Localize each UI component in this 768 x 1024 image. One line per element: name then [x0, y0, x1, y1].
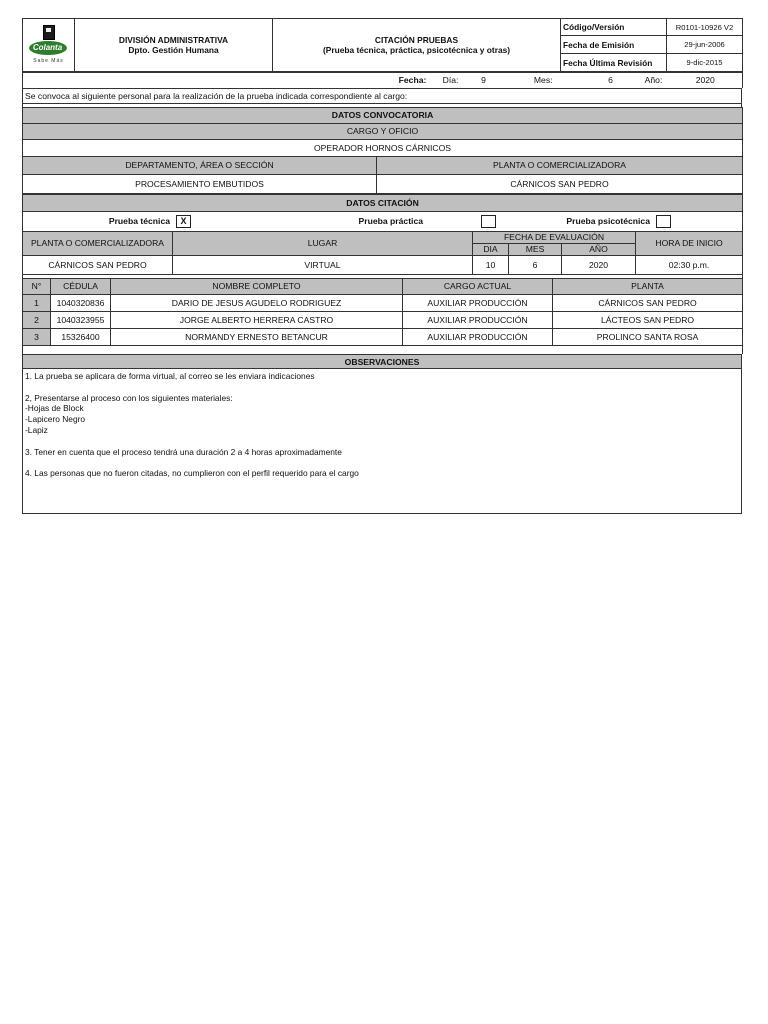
meta-value-revision: 9-dic-2015 — [667, 54, 743, 72]
row-number: 1 — [23, 294, 51, 311]
table-row — [23, 311, 743, 328]
row-cedula: 1040320836 — [51, 294, 111, 311]
eval-mes-value: 6 — [509, 255, 562, 274]
lugar-label: LUGAR — [173, 231, 473, 255]
citacion-planta-value: CÁRNICOS SAN PEDRO — [23, 255, 173, 274]
prueba-tecnica-label: Prueba técnica — [108, 215, 170, 226]
eval-dia-value: 10 — [473, 255, 509, 274]
meta-value-codigo: R0101-10926 V2 — [667, 19, 743, 36]
eval-ano-label: AÑO — [562, 243, 636, 255]
cargo-value: OPERADOR HORNOS CÁRNICOS — [23, 139, 743, 156]
document-subtitle: (Prueba técnica, práctica, psicotécnica y otras) — [322, 45, 511, 55]
logo-tagline: Sabe Más — [33, 58, 64, 64]
row-number: 2 — [23, 311, 51, 328]
personas-header-row — [23, 278, 743, 294]
meta-label-emision: Fecha de Emisión — [561, 36, 667, 54]
prueba-tecnica-checkbox[interactable]: X — [176, 215, 191, 228]
personas-table — [22, 275, 743, 355]
eval-ano-value: 2020 — [562, 255, 636, 274]
fecha-row — [22, 72, 743, 88]
prueba-tecnica-option — [23, 215, 191, 228]
col-header-nombre: NOMBRE COMPLETO — [111, 278, 403, 294]
fecha-ano-value: 2020 — [669, 73, 743, 88]
company-logo — [23, 19, 75, 72]
citacion-planta-label: PLANTA O COMERCIALIZADORA — [23, 231, 173, 255]
title-block — [273, 19, 561, 72]
depto-label: DEPARTAMENTO, ÁREA O SECCIÓN — [23, 156, 377, 174]
eval-mes-label: MES — [509, 243, 562, 255]
department-name: Dpto. Gestión Humana — [128, 45, 219, 55]
fecha-mes-value: 6 — [583, 73, 639, 88]
col-header-cargo: CARGO ACTUAL — [403, 278, 553, 294]
fecha-ano-label: Año: — [639, 73, 669, 88]
division-block — [75, 19, 273, 72]
section-title-convocatoria: DATOS CONVOCATORIA — [23, 107, 743, 123]
hora-inicio-value: 02:30 p.m. — [636, 255, 743, 274]
row-nombre: NORMANDY ERNESTO BETANCUR — [111, 328, 403, 345]
cargo-label: CARGO Y OFICIO — [23, 123, 743, 139]
fecha-dia-label: Día: — [433, 73, 469, 88]
row-cargo: AUXILIAR PRODUCCIÓN — [403, 294, 553, 311]
prueba-psicotecnica-checkbox[interactable] — [656, 215, 671, 228]
fecha-dia-value: 9 — [469, 73, 499, 88]
section-title-citacion: DATOS CITACIÓN — [23, 194, 743, 211]
citacion-section — [22, 194, 743, 275]
row-planta: PROLINCO SANTA ROSA — [553, 328, 743, 345]
form-header — [22, 18, 743, 72]
col-header-n: N° — [23, 278, 51, 294]
row-nombre: DARIO DE JESUS AGUDELO RODRIGUEZ — [111, 294, 403, 311]
prueba-psicotecnica-option — [483, 215, 671, 228]
convocatoria-section — [22, 107, 743, 194]
table-row — [23, 294, 743, 311]
division-name: DIVISIÓN ADMINISTRATIVA — [118, 35, 229, 45]
prueba-psicotecnica-label: Prueba psicotécnica — [566, 215, 650, 226]
fecha-label: Fecha: — [393, 73, 433, 88]
row-cargo: AUXILIAR PRODUCCIÓN — [403, 328, 553, 345]
document-title: CITACIÓN PRUEBAS — [374, 35, 459, 45]
depto-value: PROCESAMIENTO EMBUTIDOS — [23, 174, 377, 193]
planta-label: PLANTA O COMERCIALIZADORA — [377, 156, 743, 174]
planta-value: CÁRNICOS SAN PEDRO — [377, 174, 743, 193]
fecha-evaluacion-label: FECHA DE EVALUACIÓN — [473, 231, 636, 243]
lugar-value: VIRTUAL — [173, 255, 473, 274]
row-nombre: JORGE ALBERTO HERRERA CASTRO — [111, 311, 403, 328]
prueba-practica-label: Prueba práctica — [358, 216, 423, 226]
observaciones-section — [22, 354, 742, 514]
row-planta: LÁCTEOS SAN PEDRO — [553, 311, 743, 328]
row-cedula: 1040323955 — [51, 311, 111, 328]
row-cargo: AUXILIAR PRODUCCIÓN — [403, 311, 553, 328]
row-cedula: 15326400 — [51, 328, 111, 345]
meta-label-revision: Fecha Última Revisión — [561, 54, 667, 72]
observaciones-text: 1. La prueba se aplicara de forma virtual, al correo se les enviara indicaciones 2, Presentarse al proceso con los siguientes materiales: -Hojas de Block -Lapicero Negro -Lapiz 3. Tener en cuenta que el proceso tendrá una duración 2 a 4 horas aproximadamente 4. Las personas que no fueron citadas, no cumplieron con el perfil requerido para el cargo — [23, 369, 742, 514]
table-row — [23, 328, 743, 345]
row-number: 3 — [23, 328, 51, 345]
citacion-form — [22, 18, 742, 514]
logo-wordmark: Colanta — [29, 41, 67, 55]
section-title-observaciones: OBSERVACIONES — [23, 355, 742, 369]
col-header-planta: PLANTA — [553, 278, 743, 294]
intro-text: Se convoca al siguiente personal para la realización de la prueba indicada correspondiente al cargo: — [23, 88, 742, 103]
flag-icon — [43, 25, 55, 40]
fecha-mes-label: Mes: — [499, 73, 555, 88]
meta-label-codigo: Código/Versión — [561, 19, 667, 36]
meta-value-emision: 29-jun-2006 — [667, 36, 743, 54]
hora-inicio-label: HORA DE INICIO — [636, 231, 743, 255]
prueba-practica-option — [191, 216, 423, 226]
row-planta: CÁRNICOS SAN PEDRO — [553, 294, 743, 311]
col-header-cedula: CÉDULA — [51, 278, 111, 294]
intro-row — [22, 88, 742, 107]
eval-dia-label: DIA — [473, 243, 509, 255]
